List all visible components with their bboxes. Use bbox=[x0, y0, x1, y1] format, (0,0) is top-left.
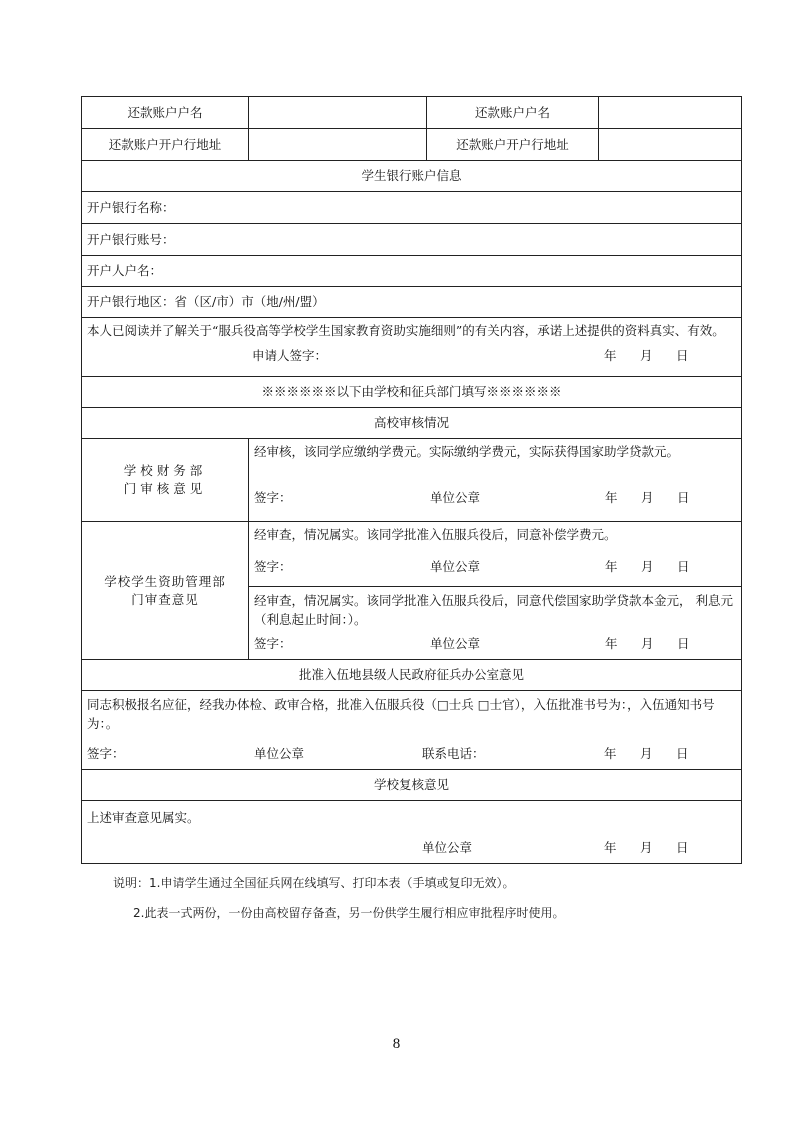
day-label: 日 bbox=[676, 746, 689, 761]
recheck-cell bbox=[82, 801, 742, 864]
school-review-title: 高校审核情况 bbox=[82, 408, 742, 439]
month-label: 月 bbox=[641, 559, 654, 574]
recruit-phone-label[interactable]: 联系电话： bbox=[422, 746, 485, 761]
recheck-signature-line bbox=[87, 827, 736, 861]
applicant-sign-label[interactable]: 申请人签字： bbox=[252, 348, 328, 363]
aid-loan-sign-label[interactable]: 签字： bbox=[254, 636, 292, 651]
finance-review-cell bbox=[249, 439, 742, 522]
day-label: 日 bbox=[677, 636, 690, 651]
finance-sign-label[interactable]: 签字： bbox=[254, 490, 292, 505]
account-holder-field[interactable]: 开户人户名： bbox=[82, 256, 742, 287]
repay-bank-label-left: 还款账户开户行地址 bbox=[82, 129, 249, 161]
finance-review-text: 经审核，该同学应缴纳学费元。实际缴纳学费元，实际获得国家助学贷款元。 bbox=[254, 444, 680, 459]
bank-region-field[interactable]: 开户银行地区：省（区/市）市（地/州/盟） bbox=[82, 287, 742, 318]
year-label: 年 bbox=[605, 559, 618, 574]
repay-bank-label-right: 还款账户开户行地址 bbox=[427, 129, 599, 161]
student-bank-section-title: 学生银行账户信息 bbox=[82, 161, 742, 192]
repay-name-label-left: 还款账户户名 bbox=[82, 97, 249, 129]
recheck-text: 上述审查意见属实。 bbox=[87, 810, 200, 825]
aid-loan-text: 经审查，情况属实。该同学批准入伍服兵役后，同意代偿国家助学贷款本金元， 利息元（利息起止时间：）。 bbox=[254, 593, 733, 627]
note-line-1: 说明：1.申请学生通过全国征兵网在线填写、打印本表（手填或复印无效）。 bbox=[113, 876, 515, 890]
recruit-office-title: 批准入伍地县级人民政府征兵办公室意见 bbox=[82, 660, 742, 691]
month-label: 月 bbox=[640, 746, 653, 761]
school-section-divider: ※※※※※※以下由学校和征兵部门填写※※※※※※ bbox=[82, 377, 742, 408]
recheck-seal-label: 单位公章 bbox=[422, 840, 473, 855]
year-label: 年 bbox=[604, 746, 617, 761]
year-label: 年 bbox=[605, 636, 618, 651]
finance-review-row bbox=[82, 439, 742, 522]
declaration-signature-line bbox=[87, 340, 736, 372]
aid-loan-signature-line bbox=[254, 629, 736, 657]
repay-name-field-right[interactable] bbox=[599, 97, 742, 129]
day-label: 日 bbox=[677, 490, 690, 505]
month-label: 月 bbox=[640, 348, 653, 363]
aid-loan-cell bbox=[249, 587, 742, 660]
day-label: 日 bbox=[677, 559, 690, 574]
repay-bank-row bbox=[82, 129, 742, 161]
recruit-signature-line bbox=[87, 733, 736, 767]
aid-tuition-cell bbox=[249, 522, 742, 587]
year-label: 年 bbox=[605, 490, 618, 505]
day-label: 日 bbox=[676, 348, 689, 363]
month-label: 月 bbox=[641, 636, 654, 651]
note-line-2: 2.此表一式两份，一份由高校留存备查，另一份供学生履行相应审批程序时使用。 bbox=[133, 906, 565, 920]
finance-seal-label: 单位公章 bbox=[430, 490, 481, 505]
repay-name-field-left[interactable] bbox=[249, 97, 427, 129]
repay-bank-field-right[interactable] bbox=[599, 129, 742, 161]
year-label: 年 bbox=[604, 348, 617, 363]
recruit-office-cell bbox=[82, 691, 742, 770]
year-label: 年 bbox=[604, 840, 617, 855]
aid-tuition-text: 经审查，情况属实。该同学批准入伍服兵役后，同意补偿学费元。 bbox=[254, 527, 617, 542]
aid-loan-seal-label: 单位公章 bbox=[430, 636, 481, 651]
recheck-title: 学校复核意见 bbox=[82, 770, 742, 801]
aid-tuition-sign-label[interactable]: 签字： bbox=[254, 559, 292, 574]
page-number: 8 bbox=[392, 1036, 401, 1052]
recruit-office-text: 同志积极报名应征，经我办体检、政审合格，批准入伍服兵役（□士兵 □士官），入伍批准书号为：，入伍通知书号为：。 bbox=[87, 697, 715, 731]
account-number-field[interactable]: 开户银行账号： bbox=[82, 224, 742, 256]
day-label: 日 bbox=[676, 840, 689, 855]
form-notes bbox=[113, 872, 564, 932]
recruit-seal-label: 单位公章 bbox=[254, 746, 305, 761]
declaration-text: 本人已阅读并了解关于“服兵役高等学校学生国家教育资助实施细则”的有关内容，承诺上述提供的资料真实、有效。 bbox=[87, 323, 725, 338]
finance-dept-label: 学校财务部门审核意见 bbox=[82, 439, 249, 522]
aid-dept-label: 学校学生资助管理部门审查意见 bbox=[82, 522, 249, 660]
repay-name-label-right: 还款账户户名 bbox=[427, 97, 599, 129]
application-form-table bbox=[81, 96, 742, 864]
aid-tuition-signature-line bbox=[254, 544, 736, 582]
repay-name-row bbox=[82, 97, 742, 129]
recruit-sign-label[interactable]: 签字： bbox=[87, 746, 125, 761]
month-label: 月 bbox=[641, 490, 654, 505]
bank-name-field[interactable]: 开户银行名称： bbox=[82, 192, 742, 224]
aid-review-row bbox=[82, 522, 742, 587]
repay-bank-field-left[interactable] bbox=[249, 129, 427, 161]
aid-tuition-seal-label: 单位公章 bbox=[430, 559, 481, 574]
month-label: 月 bbox=[640, 840, 653, 855]
finance-signature-line bbox=[254, 461, 736, 517]
declaration-cell bbox=[82, 318, 742, 377]
